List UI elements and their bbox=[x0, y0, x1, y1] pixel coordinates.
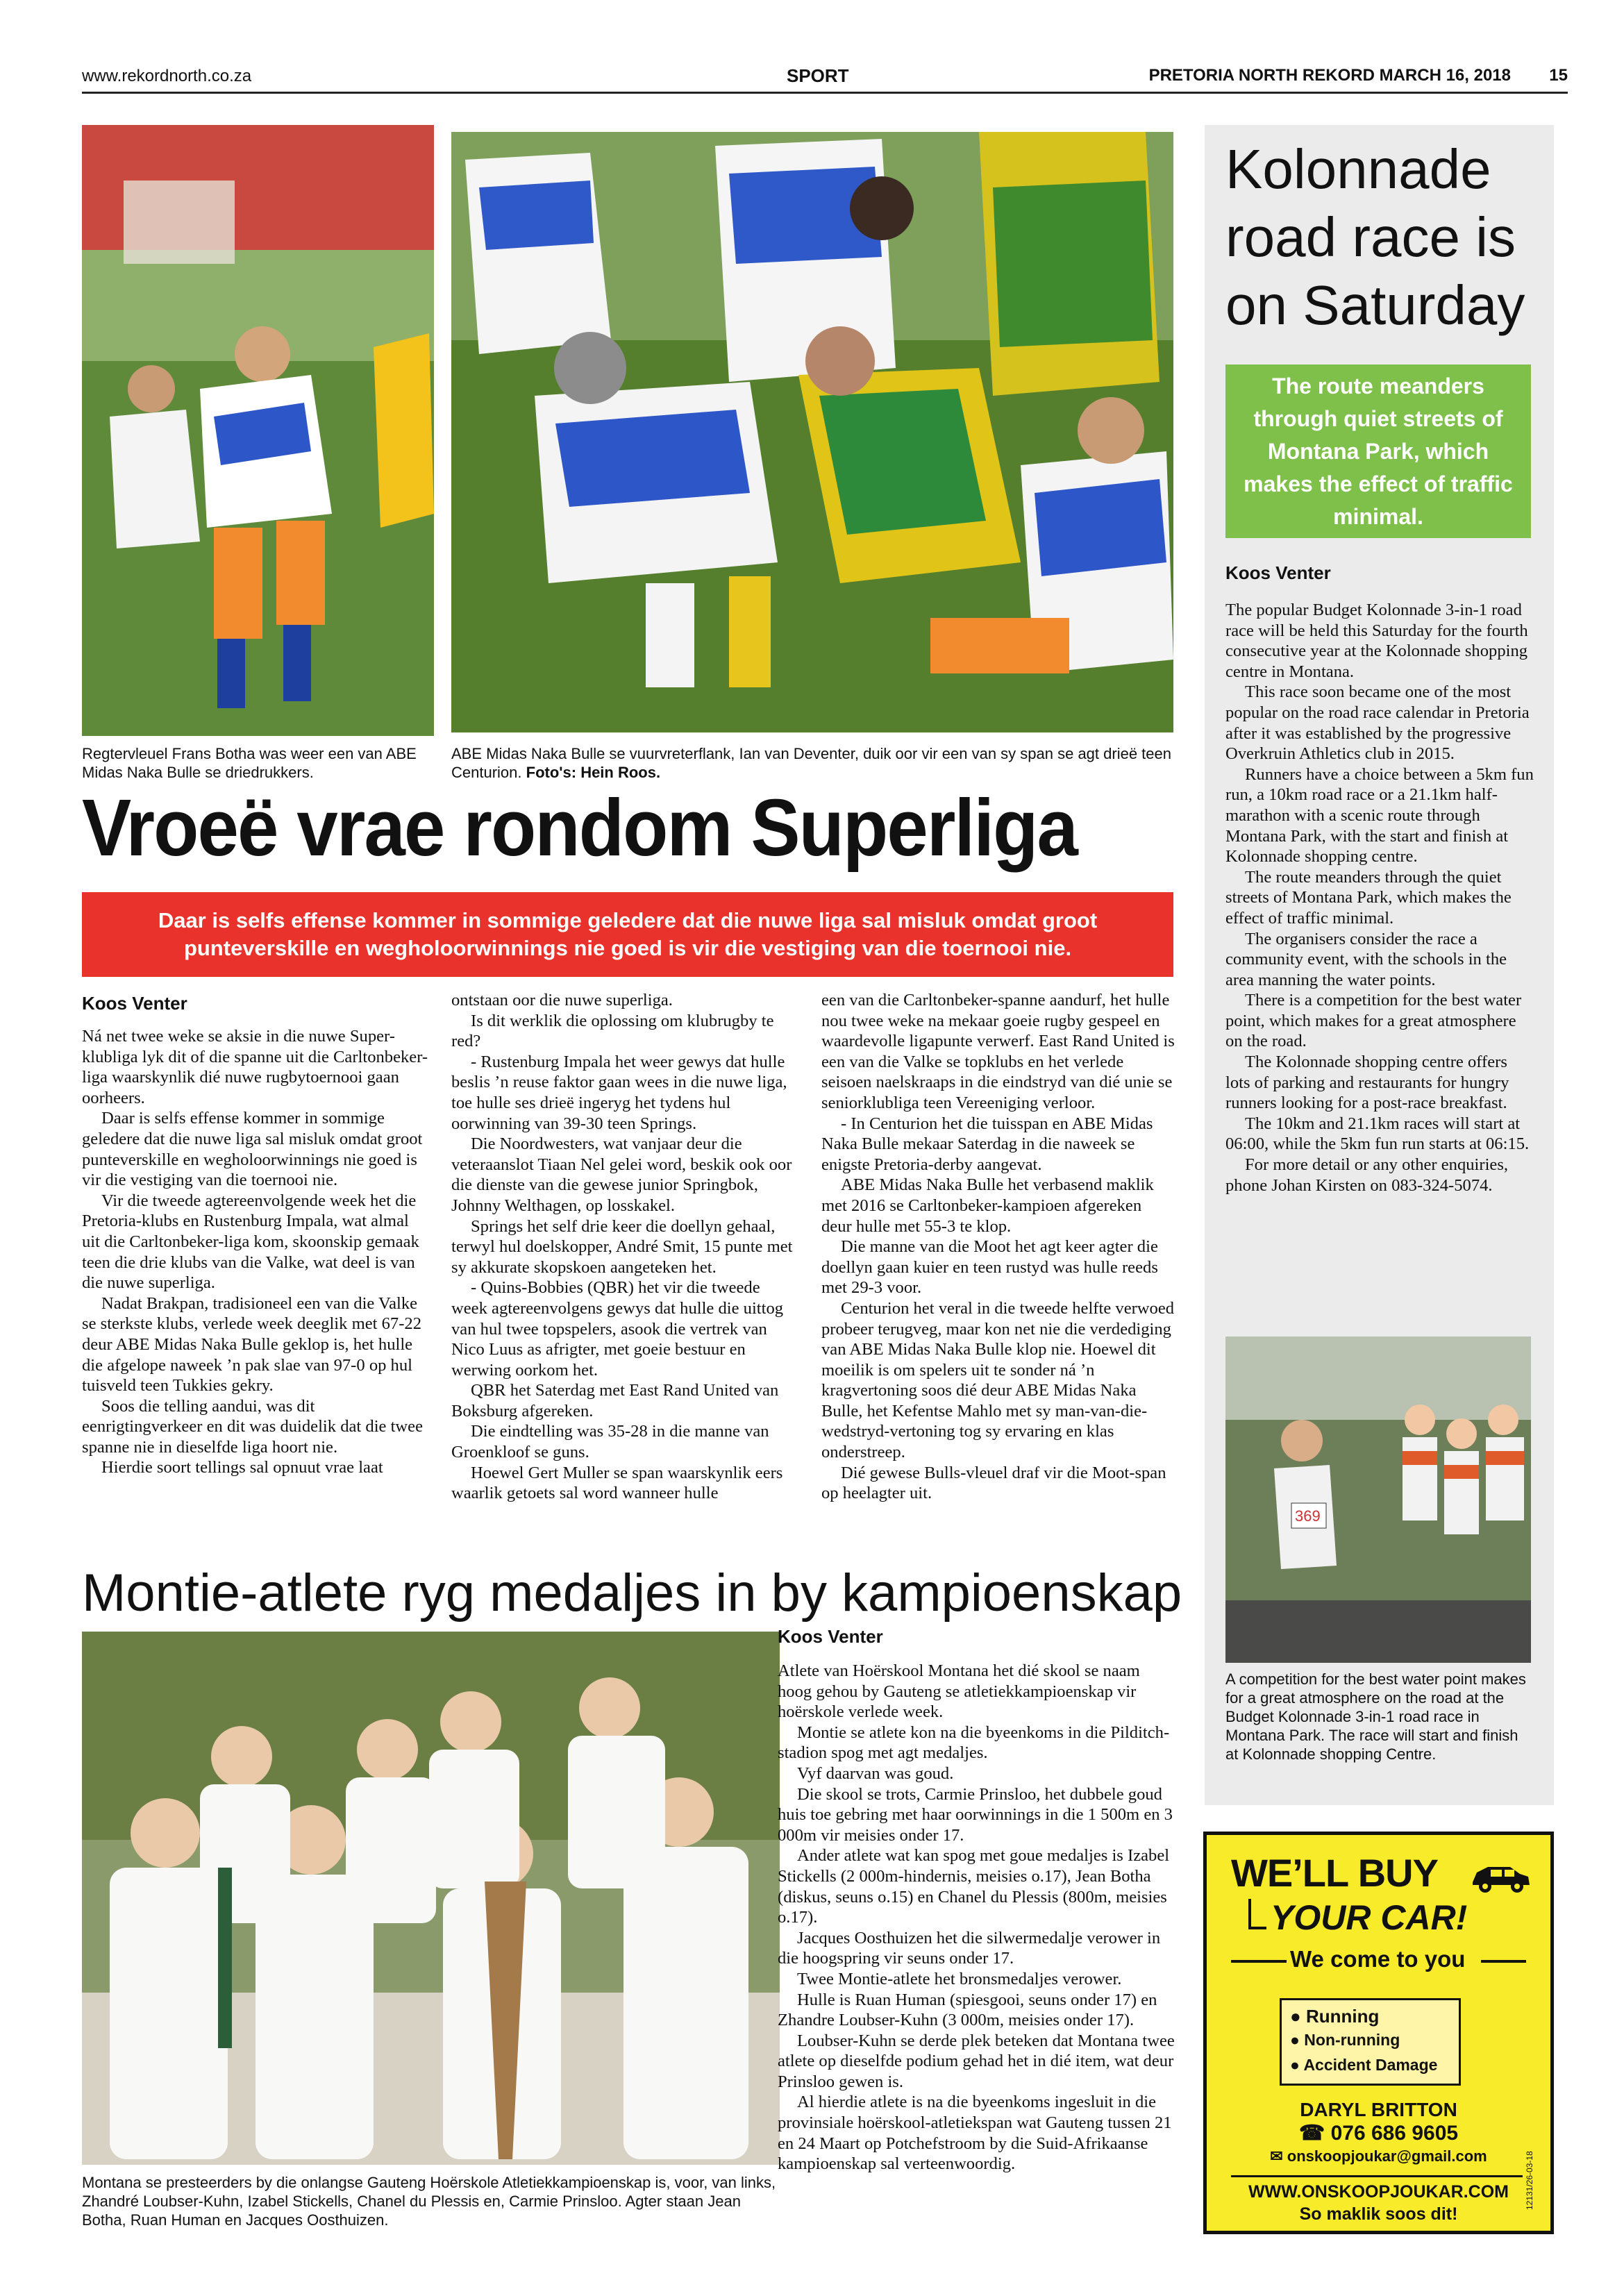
ad-rule-right bbox=[1481, 1960, 1526, 1963]
rugby-paragraph: Hierdie soort tellings sal opnuut vrae laat bbox=[101, 1458, 383, 1477]
ad-bracket bbox=[1248, 1899, 1266, 1929]
roadrace-paragraph: This race soon became one of the most popular on the road race calendar in Pretoria after it was established by the progressive Overkruin Athletics club in 2015. bbox=[1225, 682, 1530, 764]
rugby-paragraph: Springs het self drie keer die doellyn gehaal, terwyl hul doelskopper, André Smit, 15 punte met sy akkurate skopskoen aangeteken het. bbox=[451, 1216, 793, 1277]
rugby-paragraph: Vir die tweede agtereenvolgende week het die Pretoria-klubs en Rustenburg Impala, wat almal uit die Carltonbeker-liga kom, skoonskip gemaak teen die drie klubs van die Valke, wat deel is van die nuwe superliga. bbox=[82, 1191, 419, 1293]
athletics-paragraph: Jacques Oosthuizen het die silwermedalje verower in die hoogspring vir seuns onder 17. bbox=[778, 1928, 1161, 1968]
rugby-byline: Koos Venter bbox=[82, 993, 187, 1014]
athletics-photo bbox=[82, 1632, 780, 2165]
roadrace-paragraph: Runners have a choice between a 5km fun run, a 10km road race or a 21.1km half-marathon with a scenic route through Montana Park, with the start and finish at Kolonnade shopping centre. bbox=[1225, 764, 1534, 866]
rugby-paragraph: ABE Midas Naka Bulle het verbasend maklik met 2016 se Carltonbeker-kampioen afgereken deur hulle met 55-3 te klop. bbox=[821, 1175, 1154, 1236]
rugby-headline: Vroeë vrae rondom Superliga bbox=[82, 782, 1078, 873]
website-url[interactable]: www.rekordnorth.co.za bbox=[82, 67, 252, 85]
ad-option-label: Accident Damage bbox=[1303, 2056, 1438, 2074]
rugby-paragraph: QBR het Saterdag met East Rand United van Boksburg afgereken. bbox=[451, 1381, 779, 1421]
athletics-paragraph: Die skool se trots, Carmie Prinsloo, het dubbele goud huis toe gebring met haar oorwinnings in die 1 500m en 3 000m vir meisies onder 17. bbox=[778, 1784, 1173, 1845]
runner-bib: 369 bbox=[1295, 1507, 1321, 1525]
athletics-paragraph: Hulle is Ruan Human (spiesgooi, seuns onder 17) en Zhandre Loubser-Kuhn (3 000m, meisies onder 17). bbox=[778, 1990, 1157, 2030]
athletics-paragraph: Atlete van Hoërskool Montana het dié skool se naam hoog gehou by Gauteng se atletiekkampioenskap vir hoërskole verlede week. bbox=[778, 1661, 1140, 1722]
roadrace-paragraph: The organisers consider the race a community event, with the schools in the area manning the water points. bbox=[1225, 929, 1507, 989]
ad-options-box bbox=[1280, 1998, 1461, 2086]
ad-divider bbox=[1231, 2175, 1523, 2177]
ad-option-label: Running bbox=[1305, 2006, 1380, 2027]
ad-phone-row[interactable] bbox=[1207, 2121, 1550, 2145]
page-header bbox=[82, 64, 1568, 89]
athletics-paragraph: Ander atlete wat kan spog met goue medaljes is Izabel Stickells (2 000m-hindernis, meisies o.17), Jean Botha (diskus, seuns o.15) en Chanel du Plessis (800m, meisies o.17). bbox=[778, 1846, 1170, 1927]
rugby-column-2 bbox=[451, 990, 798, 1504]
athletics-paragraph: Twee Montie-atlete het bronsmedaljes verower. bbox=[797, 1969, 1122, 1988]
ad-phone: 076 686 9605 bbox=[1330, 2122, 1459, 2145]
ad-line1: WE’LL BUY bbox=[1231, 1851, 1438, 1895]
ad-option-label: Non-running bbox=[1304, 2031, 1400, 2049]
athletics-photo-image bbox=[82, 1632, 780, 2165]
ad-website[interactable]: WWW.ONSKOOPJOUKAR.COM bbox=[1248, 2182, 1509, 2202]
athletics-caption: Montana se presteerders by die onlangse Gauteng Hoërskole Atletiekkampioenskap is, voor, van links, Zhandré Loubser-Kuhn, Izabel Stickells, Chanel du Plessis en, Carmie Prinsloo. Agter staan Jean Botha, Ruan Human en Jacques Oosthuizen. bbox=[82, 2174, 776, 2229]
athletics-byline: Koos Venter bbox=[778, 1626, 883, 1647]
ad-email-row[interactable] bbox=[1207, 2147, 1550, 2165]
rugby-paragraph: Hoewel Gert Muller se span waarskynlik eers waarlik getoets sal word wanneer hulle bbox=[451, 1463, 783, 1503]
rugby-paragraph: Centurion het veral in die tweede helfte verwoed probeer terugveg, maar kon net nie die verdediging van ABE Midas Naka Bulle klop nie. Hoewel dit moeilik is om spelers uit te sonder ná ’n kragvertoning soos dié deur ABE Midas Naka Bulle, het Kefentse Mahlo met sy man-van-die-wedstryd-vertoning tog sy ervaring en klas onderstreep. bbox=[821, 1298, 1175, 1462]
rugby-paragraph: Die Noordwesters, wat vanjaar deur die veteraanslot Tiaan Nel gelei word, beskik ook oor die dienste van die gewese junior Springbok, Johnny Welthagen, op losskakel. bbox=[451, 1134, 792, 1215]
athletics-paragraph: Vyf daarvan was goud. bbox=[797, 1763, 954, 1783]
rugby-paragraph: Dié gewese Bulls-vleuel draf vir die Moot-span op heelagter uit. bbox=[821, 1463, 1166, 1503]
mail-icon: ✉ bbox=[1270, 2147, 1283, 2165]
rugby-column-3 bbox=[821, 990, 1175, 1504]
header-rule bbox=[82, 92, 1568, 94]
car-ad[interactable] bbox=[1203, 1832, 1554, 2234]
photo-credit: Foto's: Hein Roos. bbox=[526, 764, 661, 781]
rugby-paragraph: - Quins-Bobbies (QBR) het vir die tweede week agtereenvolgens gewys dat hulle die uittog van hul twee topspelers, asook die vertrek van Nico Luus as afrigter, met goeie bestuur en werwing oorkom het. bbox=[451, 1278, 784, 1380]
rugby-photo-right bbox=[451, 132, 1173, 732]
rugby-paragraph: Die manne van die Moot het agt keer agter die doellyn gaan kuier en teen rustyd was hulle reeds met 29-3 voor. bbox=[821, 1237, 1158, 1298]
rugby-paragraph: Ná net twee weke se aksie in die nuwe Super-klubliga lyk dit of die spanne uit die Carltonbeker-liga waarskynlik dié nuwe rugbytoernooi gaan oorheers. bbox=[82, 1027, 428, 1107]
car-icon bbox=[1467, 1860, 1533, 1895]
rugby-paragraph: een van die Carltonbeker-spanne aandurf, het hulle nou twee weke na mekaar goeie rugby gespeel en waardevolle ligapunte verwerf. East Rand United is een van die Valke se topklubs en het verlede seisoen naelskraaps in die eindstryd van dié unie se seniorklubliga teen Vereeniging verloor. bbox=[821, 991, 1175, 1112]
paper-date: PRETORIA NORTH REKORD MARCH 16, 2018 bbox=[1148, 66, 1511, 85]
section-label: SPORT bbox=[787, 65, 849, 86]
roadrace-byline: Koos Venter bbox=[1225, 562, 1331, 583]
ad-option: ● Accident Damage bbox=[1290, 2056, 1438, 2074]
ad-contact-name: DARYL BRITTON bbox=[1300, 2099, 1457, 2120]
athletics-headline: Montie-atlete ryg medaljes in by kampioenskap bbox=[82, 1564, 1182, 1623]
rugby-paragraph: ontstaan oor die nuwe superliga. bbox=[451, 991, 673, 1009]
roadrace-photo bbox=[1225, 1336, 1531, 1663]
athletics-paragraph: Al hierdie atlete is na die byeenkoms ingesluit in die provinsiale hoërskool-atletiekspan wat Gauteng tussen 21 en 24 Maart op Potchefstroom by die Suid-Afrikaanse kampioenskap sal verteenwoordig. bbox=[778, 2093, 1172, 2174]
roadrace-caption: A competition for the best water point makes for a great atmosphere on the road at the Budget Kolonnade 3-in-1 road race in Montana Park. The race will start and finish at Kolonnade shopping Centre. bbox=[1225, 1670, 1526, 1763]
rugby-standfirst: Daar is selfs effense kommer in sommige geledere dat die nuwe liga sal misluk omdat groot punteverskille en wegholoorwinnings nie goed is vir die vestiging van die toernooi nie. bbox=[158, 908, 1098, 960]
page-number: 15 bbox=[1549, 66, 1568, 85]
rugby-paragraph: - Rustenburg Impala het weer gewys dat hulle beslis ’n reuse faktor gaan wees in die nuwe liga, toe hulle ses drieë ingeryg het tydens hul oorwinning van 39-30 teen Springs. bbox=[451, 1052, 787, 1133]
roadrace-paragraph: For more detail or any other enquiries, phone Johan Kirsten on 083-324-5074. bbox=[1225, 1155, 1509, 1195]
roadrace-pullquote: The route meanders through quiet streets of Montana Park, which makes the effect of traffic minimal. bbox=[1244, 373, 1513, 529]
roadrace-paragraph: The popular Budget Kolonnade 3-in-1 road race will be held this Saturday for the fourth consecutive year at the Kolonnade shopping centre in Montana. bbox=[1225, 601, 1528, 681]
rugby-standfirst-box bbox=[82, 892, 1173, 977]
rugby-caption-right bbox=[451, 744, 1173, 782]
athletics-paragraph: Loubser-Kuhn se derde plek beteken dat Montana twee atlete op dieselfde podium gehad het in dié item, wat deur Prinsloo gewen is. bbox=[778, 2031, 1175, 2091]
rugby-paragraph: - In Centurion het die tuisspan en ABE Midas Naka Bulle mekaar Saterdag in die naweek se enigste Pretoria-derby aangevat. bbox=[821, 1114, 1153, 1174]
rugby-paragraph: Nadat Brakpan, tradisioneel een van die Valke se sterkste klubs, verlede week deeglik met 67-22 deur ABE Midas Naka Bulle geklop is, het hulle die afgelope naweek ’n pak slae van 97-0 op hul tuisveld teen Tukkies gekry. bbox=[82, 1293, 421, 1396]
ad-email: onskoopjoukar@gmail.com bbox=[1287, 2147, 1487, 2165]
roadrace-headline: Kolonnade road race is on Saturday bbox=[1225, 138, 1525, 336]
rugby-photo-left-image bbox=[82, 125, 434, 736]
roadrace-paragraph: The route meanders through the quiet streets of Montana Park, which makes the effect of traffic minimal. bbox=[1225, 867, 1512, 928]
ad-line3: We come to you bbox=[1290, 1946, 1466, 1972]
rugby-paragraph: Daar is selfs effense kommer in sommige geledere dat die nuwe liga sal misluk omdat groot punteverskille en wegholoorwinnings nie goed is vir die vestiging van die toernooi nie. bbox=[82, 1109, 423, 1190]
athletics-paragraph: Montie se atlete kon na die byeenkoms in die Pilditch-stadion spog met agt medaljes. bbox=[778, 1723, 1170, 1763]
ad-rule-left bbox=[1231, 1960, 1287, 1963]
ad-line2: YOUR CAR! bbox=[1271, 1898, 1468, 1937]
athletics-body bbox=[778, 1661, 1177, 2175]
roadrace-pullquote-box bbox=[1225, 364, 1531, 538]
rugby-caption-right-text: ABE Midas Naka Bulle se vuurvreterflank, Ian van Deventer, duik oor vir een van sy span se agt drieë teen Centurion. bbox=[451, 745, 1171, 781]
roadrace-paragraph: There is a competition for the best water point, which makes for a great atmosphere on the road. bbox=[1225, 991, 1522, 1051]
roadrace-body bbox=[1225, 600, 1534, 1196]
roadrace-paragraph: The 10km and 21.1km races will start at 06:00, while the 5km fun run starts at 06:15. bbox=[1225, 1114, 1530, 1154]
roadrace-photo-image bbox=[1225, 1336, 1531, 1663]
ad-option: ● Running bbox=[1290, 2006, 1380, 2027]
ad-option: ● Non-running bbox=[1290, 2031, 1400, 2049]
rugby-photo-left bbox=[82, 125, 434, 736]
rugby-caption-left: Regtervleuel Frans Botha was weer een van ABE Midas Naka Bulle se driedrukkers. bbox=[82, 745, 417, 781]
rugby-column-1 bbox=[82, 1026, 429, 1478]
ad-tagline: So maklik soos dit! bbox=[1299, 2204, 1458, 2224]
rugby-photo-right-image bbox=[451, 132, 1173, 732]
rugby-paragraph: Die eindtelling was 35-28 in die manne van Groenkloof se guns. bbox=[451, 1422, 769, 1462]
rugby-paragraph: Is dit werklik die oplossing om klubrugby te red? bbox=[451, 1011, 774, 1051]
rugby-paragraph: Soos die telling aandui, was dit eenrigtingverkeer en dit was duidelik dat die twee spanne nie in dieselfde liga hoort nie. bbox=[82, 1396, 424, 1457]
phone-icon: ☎ bbox=[1298, 2122, 1325, 2145]
ad-code: 12131/26-03-18 bbox=[1525, 2151, 1534, 2210]
roadrace-paragraph: The Kolonnade shopping centre offers lots of parking and restaurants for hungry runners looking for a post-race breakfast. bbox=[1225, 1053, 1509, 1113]
